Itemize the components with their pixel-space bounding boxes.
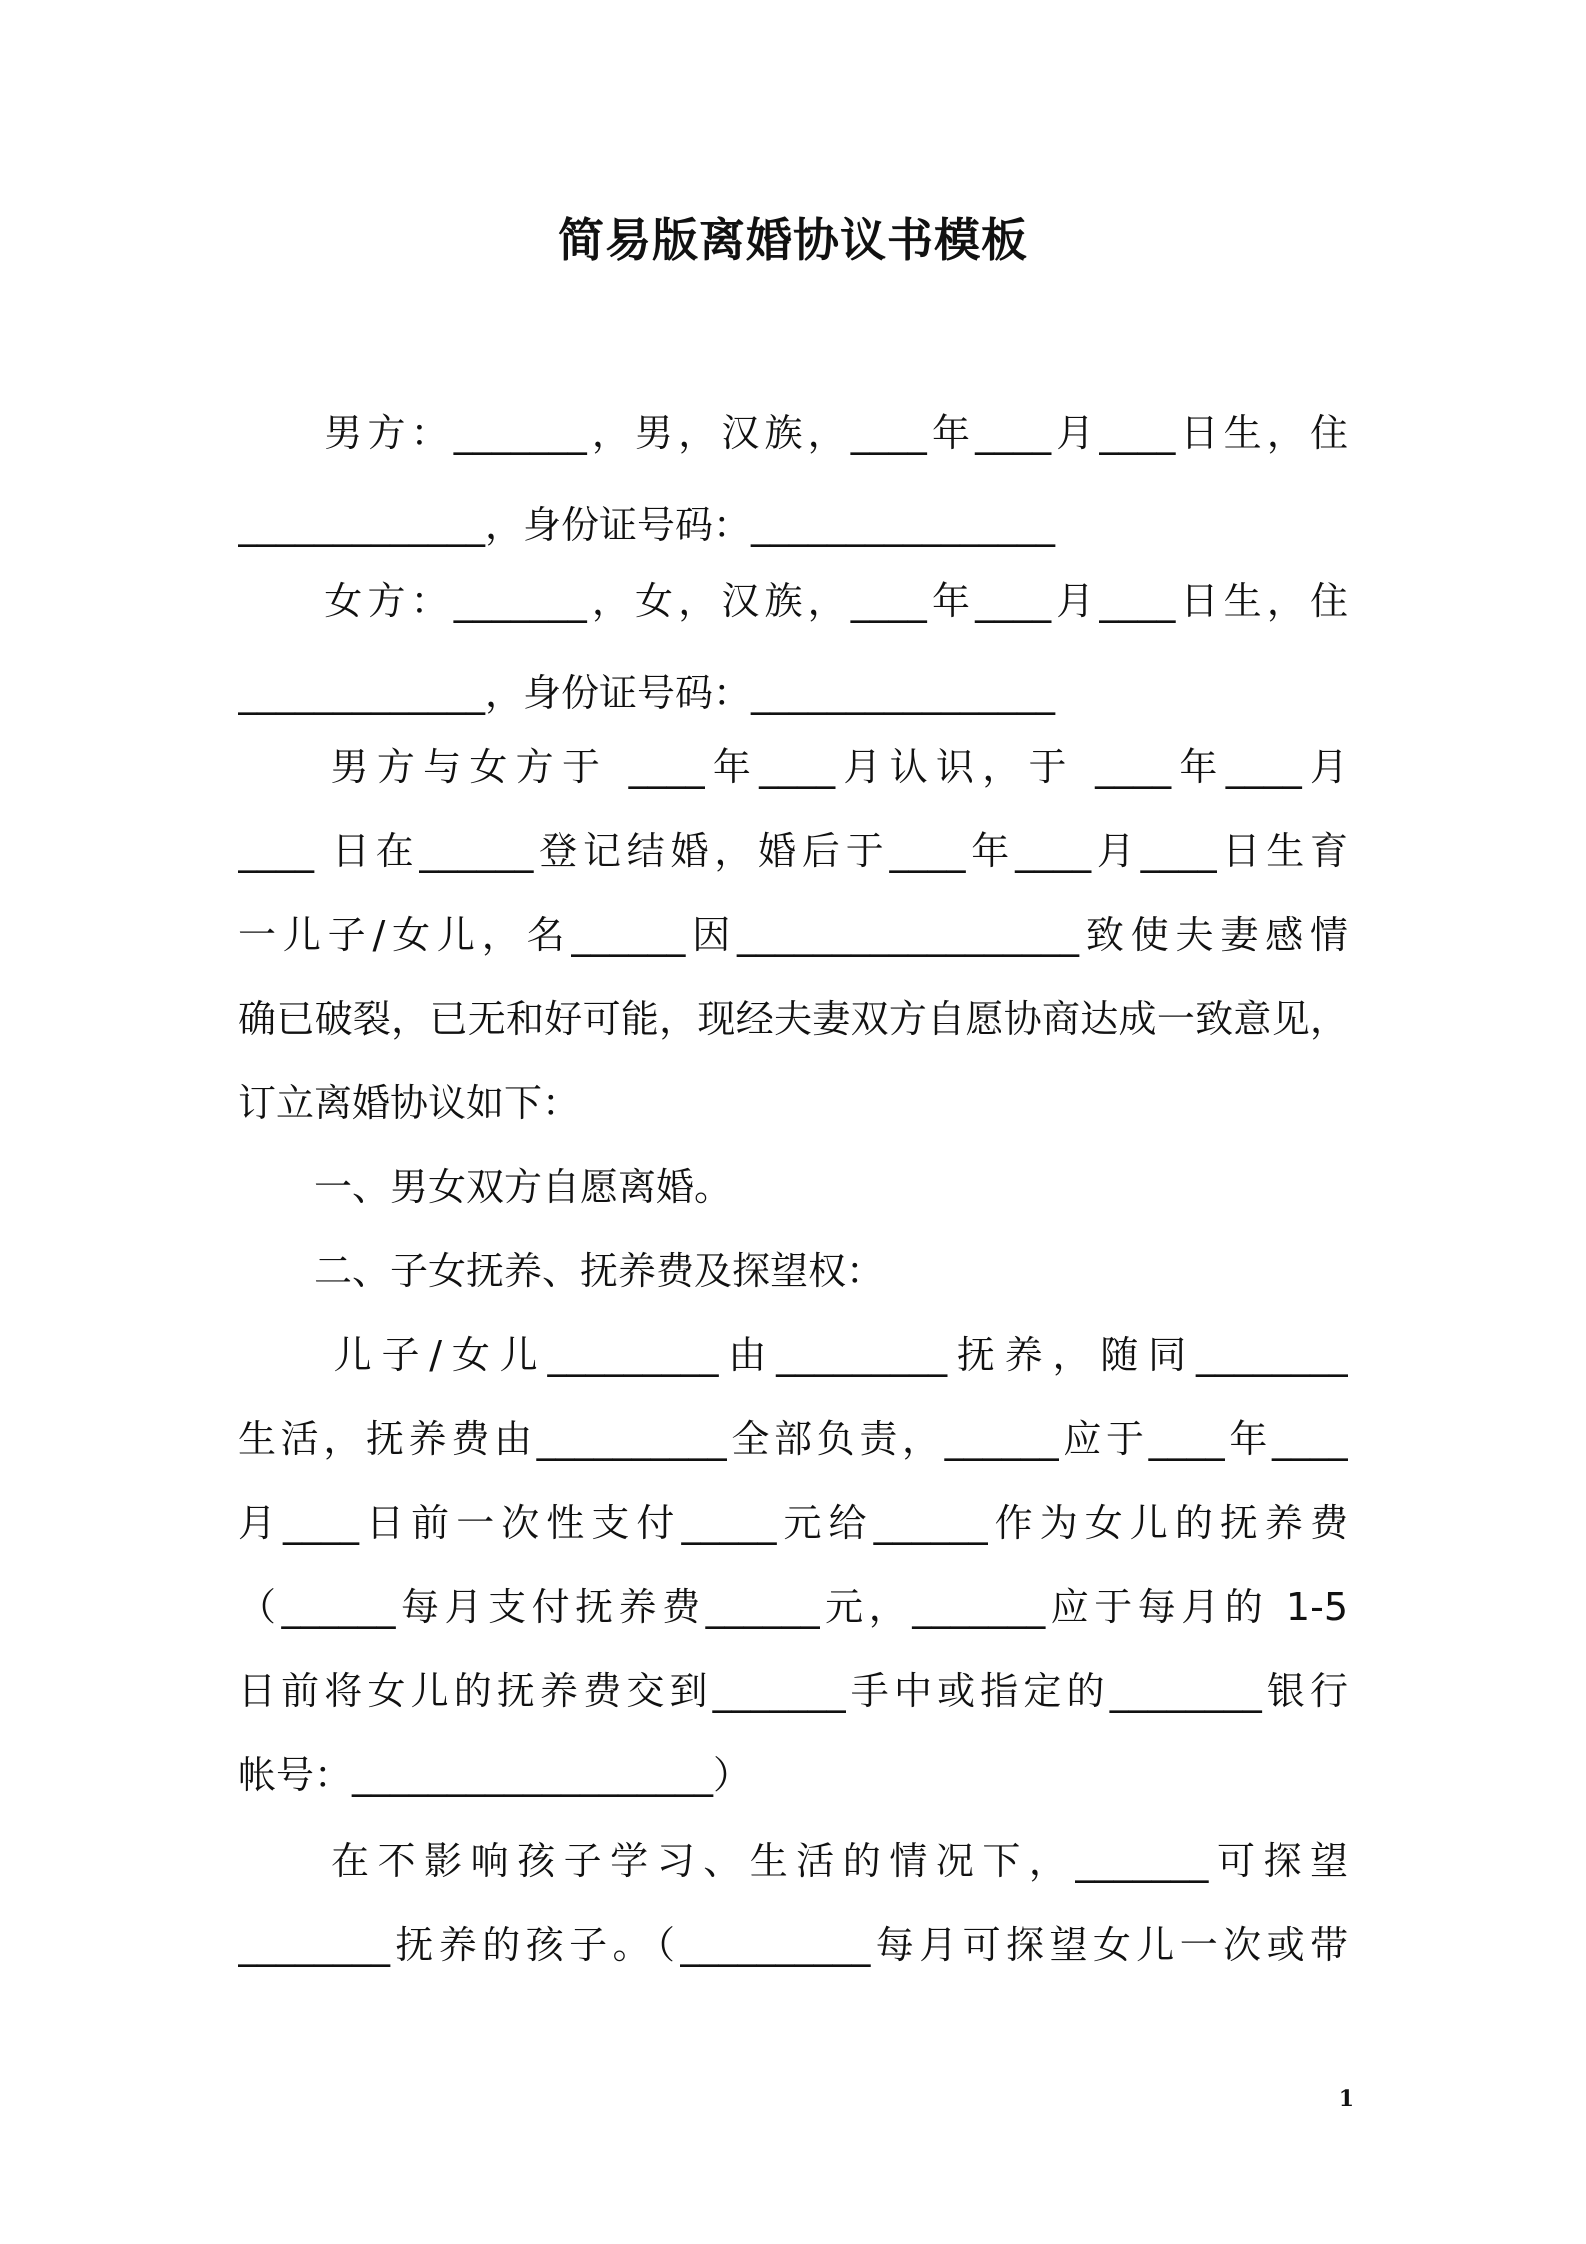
text-line: 确已破裂，已无和好可能，现经夫妻双方自愿协商达成一致意见， [238, 997, 1348, 1041]
text-line: _____________，身份证号码：________________ [238, 503, 1056, 547]
text-line: 一、男女双方自愿离婚。 [238, 1165, 733, 1209]
text-line: 日前将女儿的抚养费交到_______手中或指定的________银行 [238, 1669, 1348, 1713]
text-line: 儿子/女儿_________由_________抚养，随同________ [238, 1333, 1348, 1377]
text-line: 帐号：___________________） [238, 1753, 752, 1797]
text-line: 一儿子/女儿，名______因__________________致使夫妻感情 [238, 913, 1348, 957]
text-line: 生活，抚养费由__________全部负责，______应于____年____ [238, 1417, 1348, 1461]
text-line: （______每月支付抚养费______元，_______应于每月的 1-5 [238, 1585, 1348, 1629]
document-title: 简易版离婚协议书模板 [558, 213, 1028, 267]
text-line: _____________，身份证号码：________________ [238, 671, 1056, 715]
text-line: ____ 日在______登记结婚，婚后于____年____月____日生育 [238, 829, 1348, 873]
text-line: 在不影响孩子学习、生活的情况下，_______可探望 [238, 1839, 1348, 1883]
text-line: 男方与女方于 ____年____月认识，于 ____年____月 [238, 745, 1348, 789]
text-line: ________抚养的孩子。（__________每月可探望女儿一次或带 [238, 1923, 1348, 1967]
text-line: 月____日前一次性支付_____元给______作为女儿的抚养费 [238, 1501, 1348, 1545]
text-line: 女方：_______，女，汉族，____年____月____日生，住 [238, 579, 1348, 623]
text-line: 男方：_______，男，汉族，____年____月____日生，住 [238, 411, 1348, 455]
text-line: 二、子女抚养、抚养费及探望权： [238, 1249, 885, 1293]
page-number: 1 [1338, 2086, 1354, 2112]
text-line: 订立离婚协议如下： [238, 1081, 581, 1125]
